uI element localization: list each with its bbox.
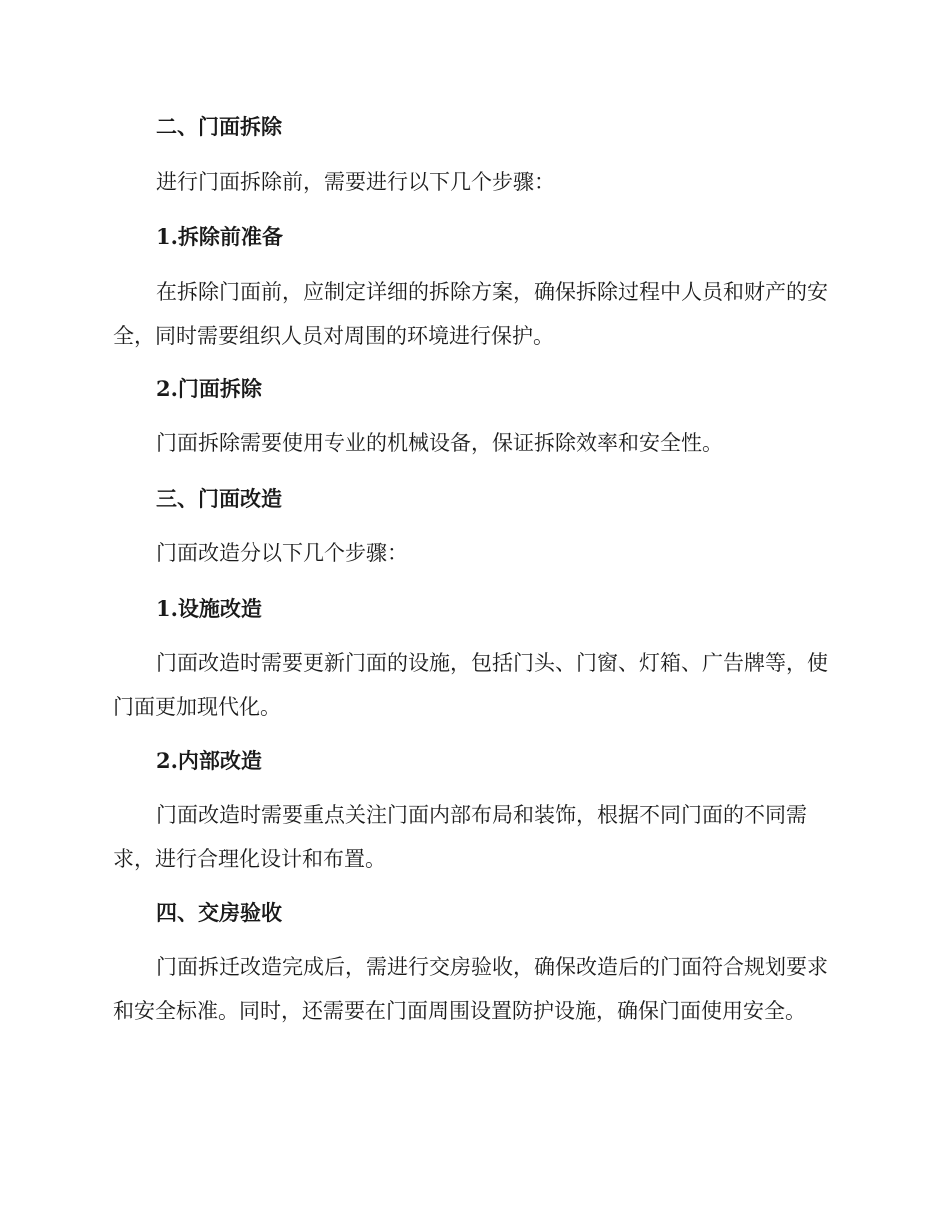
paragraph-facade-demolition: 门面拆除需要使用专业的机械设备，保证拆除效率和安全性。 [156,431,723,455]
section-heading-acceptance: 四、交房验收 [156,900,282,925]
subheading-facility-renovation: 1.设施改造 [156,596,262,621]
subheading-preparation: 1.拆除前准备 [156,224,283,249]
paragraph-acceptance: 门面拆迁改造完成后，需进行交房验收，确保改造后的门面符合规划要求和安全标准。同时，还需要在门面周围设置防护设施，确保门面使用安全。 [113,955,828,1023]
paragraph-renovation-intro: 门面改造分以下几个步骤： [156,541,408,565]
section-heading-renovation: 三、门面改造 [156,486,282,511]
paragraph-demolition-intro: 进行门面拆除前，需要进行以下几个步骤： [156,170,555,194]
paragraph-facility-renovation: 门面改造时需要更新门面的设施，包括门头、门窗、灯箱、广告牌等，使门面更加现代化。 [113,651,828,719]
subheading-interior-renovation: 2.内部改造 [156,748,262,773]
section-heading-demolition: 二、门面拆除 [156,114,282,139]
paragraph-preparation: 在拆除门面前，应制定详细的拆除方案，确保拆除过程中人员和财产的安全，同时需要组织人员对周围的环境进行保护。 [113,280,828,348]
subheading-facade-demolition: 2.门面拆除 [156,376,262,401]
paragraph-interior-renovation: 门面改造时需要重点关注门面内部布局和装饰，根据不同门面的不同需求，进行合理化设计和布置。 [113,803,807,871]
